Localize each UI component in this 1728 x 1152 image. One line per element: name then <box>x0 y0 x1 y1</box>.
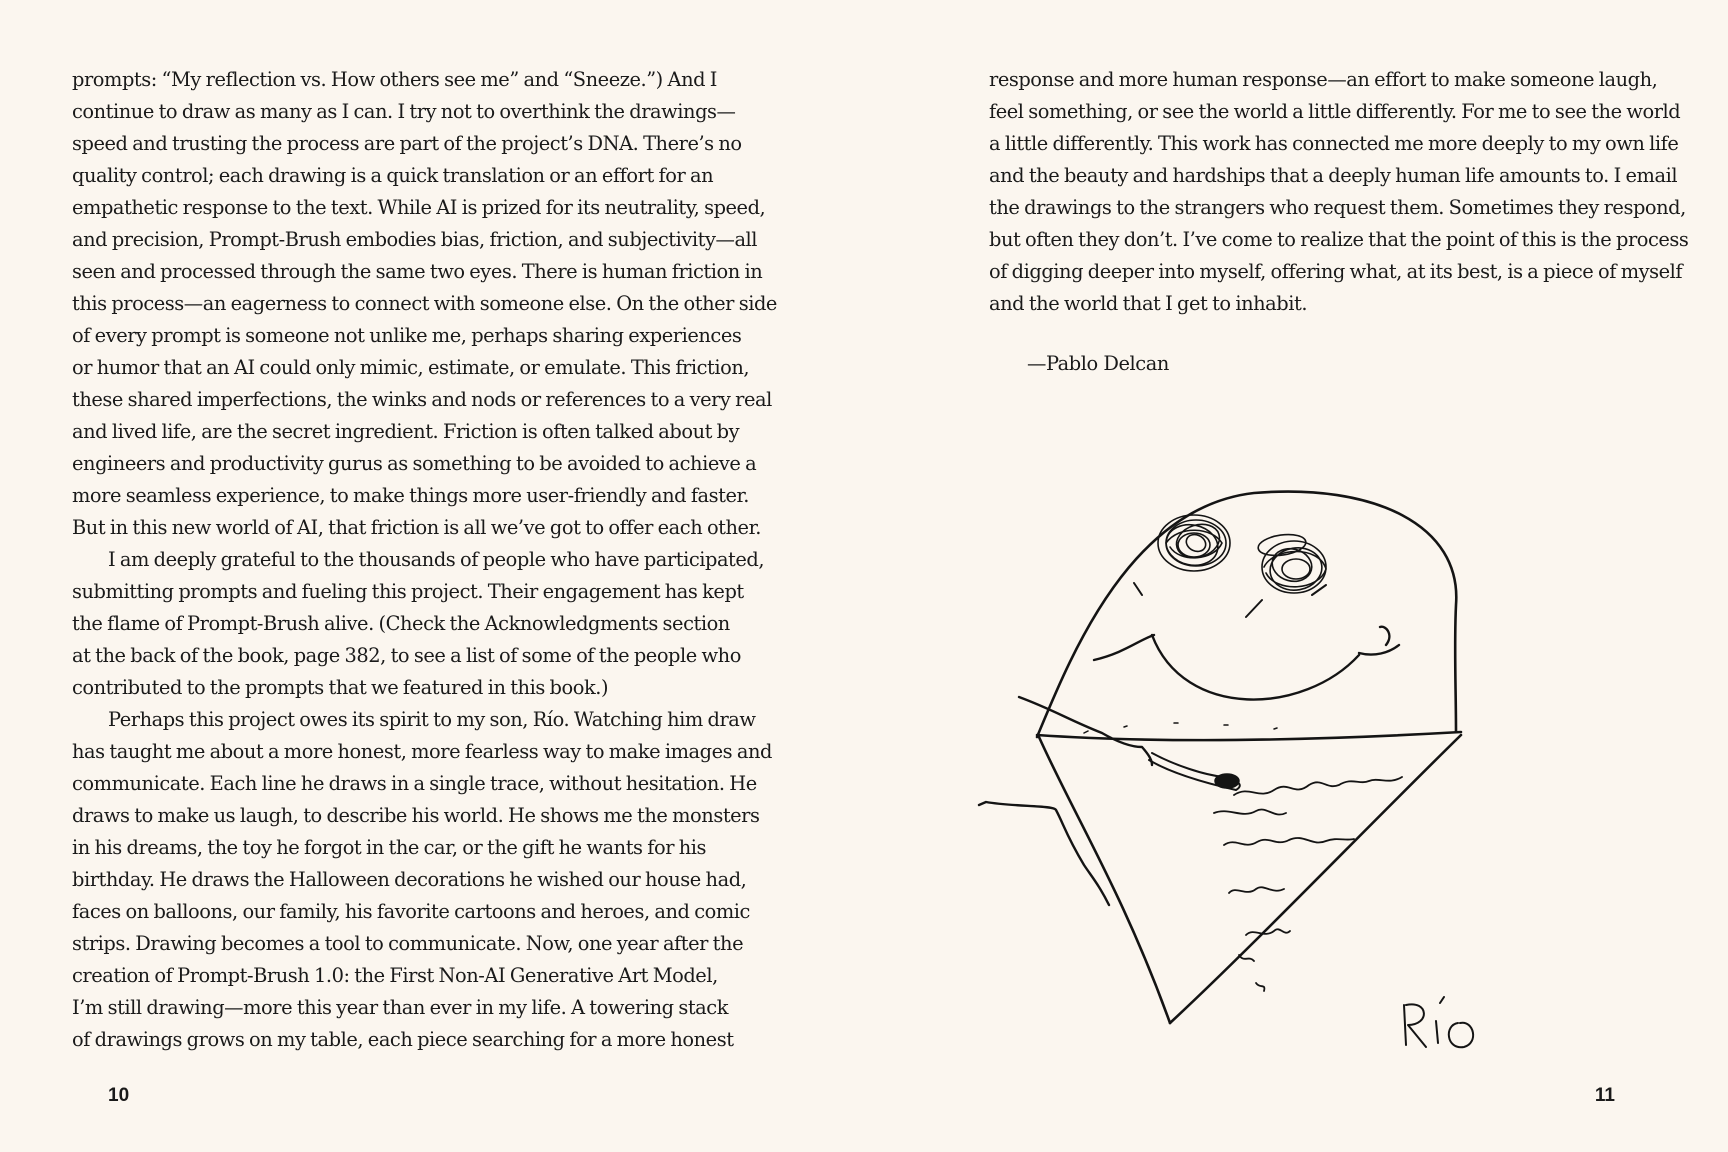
childs-drawing-ice-cream-cone <box>974 485 1524 1055</box>
text-line: faces on balloons, our family, his favorite cartoons and heroes, and comic <box>72 900 750 923</box>
text-line: and precision, Prompt-Brush embodies bias, friction, and subjectivity—all <box>72 228 758 251</box>
text-line: seen and processed through the same two eyes. There is human friction in <box>72 260 763 283</box>
text-line: birthday. He draws the Halloween decorations he wished our house had, <box>72 868 747 891</box>
left-body-text <box>72 64 777 1056</box>
drawing-artist-signature <box>1404 997 1473 1047</box>
text-line: at the back of the book, page 382, to see a list of some of the people who <box>72 644 741 667</box>
text-line: these shared imperfections, the winks and nods or references to a very real <box>72 388 772 411</box>
drawing-eye-marks <box>1134 583 1326 617</box>
text-line: contributed to the prompts that we featured in this book.) <box>72 676 609 699</box>
text-line: a little differently. This work has connected me more deeply to my own life <box>989 132 1679 155</box>
text-line: of every prompt is someone not unlike me, perhaps sharing experiences <box>72 324 742 347</box>
text-line: the drawings to the strangers who request them. Sometimes they respond, <box>989 196 1686 219</box>
drawing-left-eye <box>1158 515 1230 571</box>
drawing-rim-dots <box>1084 723 1277 733</box>
text-line: I am deeply grateful to the thousands of people who have participated, <box>108 548 765 571</box>
text-line: has taught me about a more honest, more fearless way to make images and <box>72 740 772 763</box>
text-line: draws to make us laugh, to describe his world. He shows me the monsters <box>72 804 760 827</box>
text-line: and the beauty and hardships that a deeply human life amounts to. I email <box>989 164 1678 187</box>
text-line: in his dreams, the toy he forgot in the car, or the gift he wants for his <box>72 836 707 859</box>
page-number: 11 <box>1594 1085 1615 1106</box>
right-body-text <box>989 64 1689 320</box>
text-line: strips. Drawing becomes a tool to communicate. Now, one year after the <box>72 932 744 955</box>
text-line: communicate. Each line he draws in a single trace, without hesitation. He <box>72 772 757 795</box>
text-line: of digging deeper into myself, offering what, at its best, is a piece of myself <box>989 260 1683 283</box>
text-line: and lived life, are the secret ingredient. Friction is often talked about by <box>72 420 740 443</box>
text-line: I’m still drawing—more this year than ever in my life. A towering stack <box>72 996 728 1019</box>
text-line: of drawings grows on my table, each piece searching for a more honest <box>72 1028 734 1051</box>
text-line: Perhaps this project owes its spirit to my son, Río. Watching him draw <box>108 708 756 731</box>
text-line: or humor that an AI could only mimic, estimate, or emulate. This friction, <box>72 356 750 379</box>
text-line: this process—an eagerness to connect with someone else. On the other side <box>72 292 777 315</box>
text-line: creation of Prompt-Brush 1.0: the First Non-AI Generative Art Model, <box>72 964 718 987</box>
text-line: But in this new world of AI, that friction is all we’ve got to offer each other. <box>72 516 761 539</box>
drawing-cone-right-side <box>1170 735 1461 1023</box>
text-line: submitting prompts and fueling this project. Their engagement has kept <box>72 580 744 603</box>
text-line: prompts: “My reflection vs. How others see me” and “Sneeze.”) And I <box>72 68 717 91</box>
drawing-smile <box>1094 627 1399 700</box>
text-line: feel something, or see the world a little differently. For me to see the world <box>989 100 1681 123</box>
drawing-cone-texture <box>1214 777 1402 991</box>
text-line: more seamless experience, to make things more user-friendly and faster. <box>72 484 749 507</box>
drawing-right-eye <box>1257 532 1326 594</box>
text-line: engineers and productivity gurus as something to be avoided to achieve a <box>72 452 757 475</box>
text-line: the flame of Prompt-Brush alive. (Check the Acknowledgments section <box>72 612 730 635</box>
text-line: quality control; each drawing is a quick translation or an effort for an <box>72 164 714 187</box>
text-line: but often they don’t. I’ve come to realize that the point of this is the process <box>989 228 1689 251</box>
drawing-arm <box>979 802 1109 905</box>
right-page <box>864 0 1728 1152</box>
text-line: continue to draw as many as I can. I try not to overthink the drawings— <box>72 100 736 123</box>
text-line: and the world that I get to inhabit. <box>989 292 1308 315</box>
page-number: 10 <box>108 1085 130 1106</box>
text-line: speed and trusting the process are part of the project’s DNA. There’s no <box>72 132 742 155</box>
author-signature: —Pablo Delcan <box>1027 352 1169 375</box>
text-line: response and more human response—an effort to make someone laugh, <box>989 68 1658 91</box>
drawing-cone-left-side <box>1039 737 1170 1023</box>
text-line: empathetic response to the text. While AI is prized for its neutrality, speed, <box>72 196 766 219</box>
drawing-thumb <box>1215 774 1239 788</box>
